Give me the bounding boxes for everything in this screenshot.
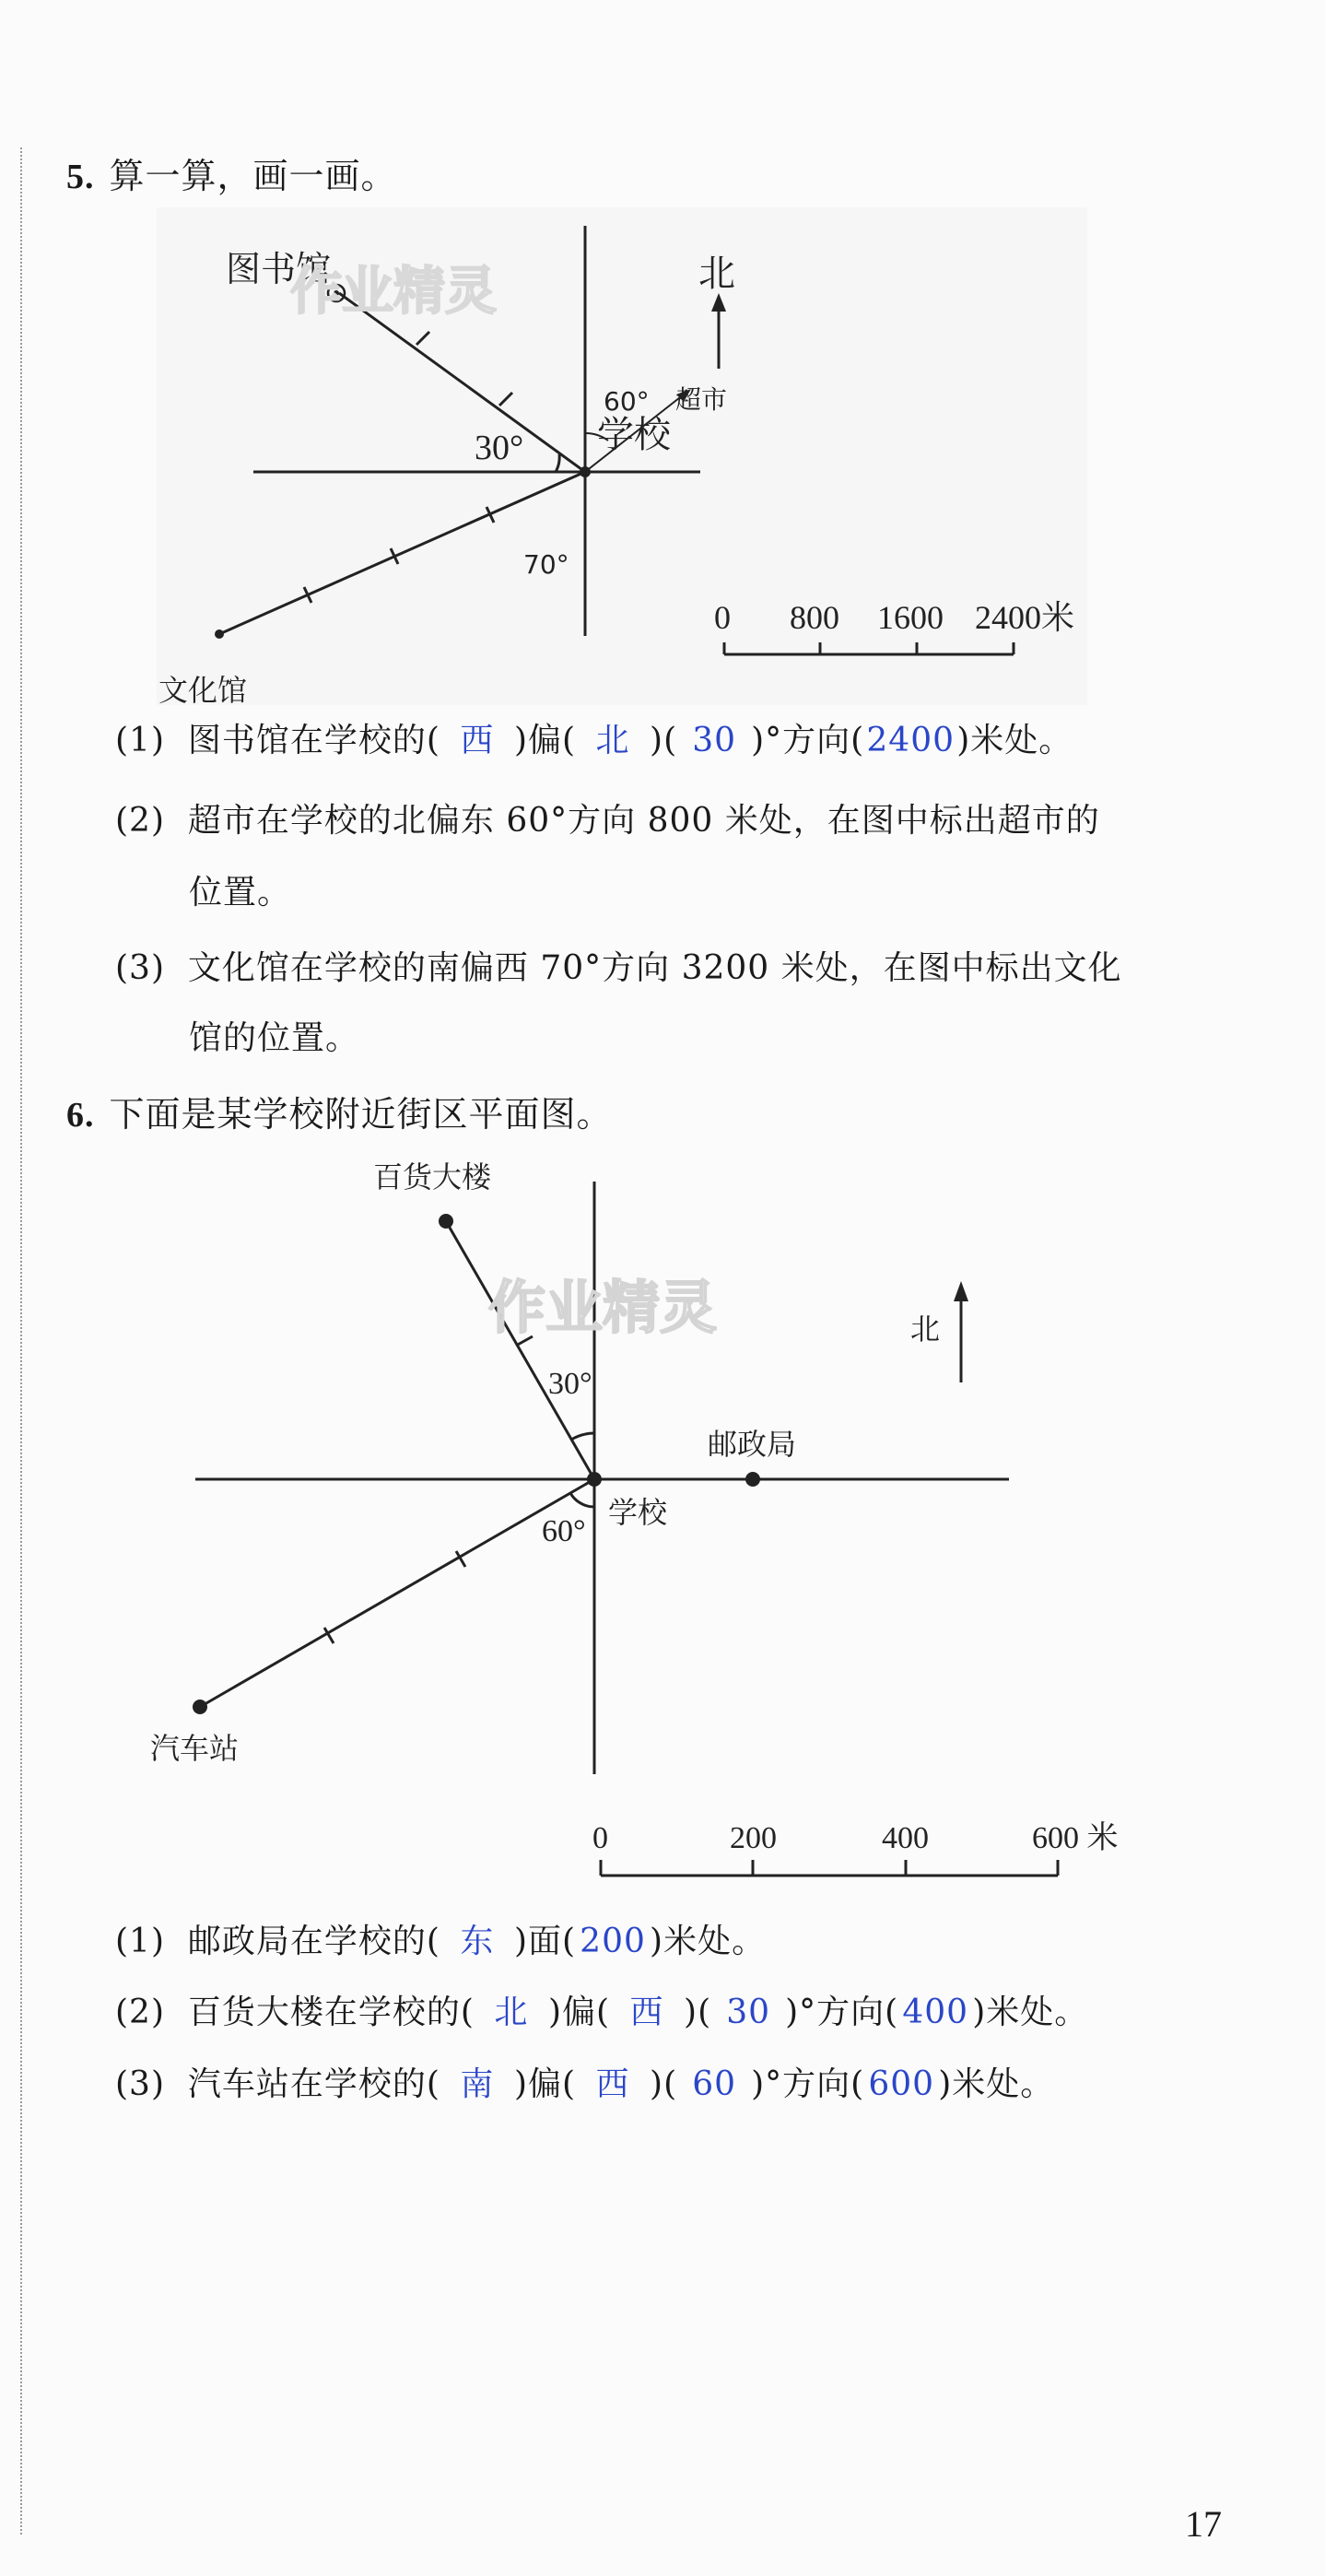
q5-1-answer-2[interactable]: 北: [595, 722, 630, 759]
fig1-culture-label: 文化馆: [158, 673, 248, 708]
q5-sub2-cont: 位置。: [189, 874, 292, 912]
q6-sub3: (3) 汽车站在学校的( 南 )偏( 西 )( 60 )°方向( 600 )米处。: [115, 2058, 1054, 2105]
fig1-supermarket-label: 超市: [675, 384, 728, 415]
fig2-school-point: [587, 1472, 602, 1487]
fig2-post-office-label: 邮政局: [708, 1427, 797, 1462]
fig2-angle-60: 60°: [542, 1514, 586, 1548]
fig2-school-label: 学校: [608, 1495, 668, 1530]
q5-sub3: (3) 文化馆在学校的南偏西 70°方向 3200 米处，在图中标出文化: [115, 949, 1122, 987]
fig2-north-arrow-head: [954, 1281, 968, 1301]
q5-1-answer-3[interactable]: 30: [692, 722, 737, 759]
fig1-scale-1600: 1600: [877, 599, 944, 636]
q5-sub1: (1) 图书馆在学校的( 西 )偏( 北 )( 30 )°方向(2400)米处。: [115, 714, 1073, 761]
fig1-watermark: 作业精灵: [290, 262, 497, 322]
fig2-scale-600: 600 米: [1032, 1821, 1119, 1855]
fig2-north-label: 北: [910, 1312, 941, 1347]
fig2-department-label: 百货大楼: [373, 1159, 492, 1194]
q6-1-answer-2[interactable]: 200: [580, 1923, 646, 1960]
page-number: 17: [1185, 2503, 1222, 2545]
q6-1-answer-1[interactable]: 东: [460, 1923, 495, 1960]
q6-3-answer-4[interactable]: 600: [868, 2065, 935, 2103]
fig2-bus-station-label: 汽车站: [150, 1731, 240, 1766]
q6-2-answer-3[interactable]: 30: [726, 1994, 771, 2031]
fig2-angle-30: 30°: [548, 1367, 592, 1401]
question-number: 6.: [66, 1096, 95, 1135]
q5-sub2: (2) 超市在学校的北偏东 60°方向 800 米处，在图中标出超市的: [115, 802, 1100, 840]
question-number: 5.: [66, 158, 95, 196]
fig2-post-office-point: [745, 1472, 760, 1487]
q6-2-answer-2[interactable]: 西: [629, 1994, 664, 2031]
fig1-angle-30: 30°: [475, 429, 524, 467]
fig2-scale-200: 200: [730, 1821, 777, 1855]
fig2-scale-400: 400: [882, 1821, 929, 1855]
fig2-bus-line: [200, 1479, 594, 1707]
fig2-bus-station-point: [193, 1700, 207, 1714]
fig1-north-label: 北: [698, 253, 735, 295]
fig2-watermark: 作业精灵: [488, 1274, 718, 1341]
q5-1-answer-4[interactable]: 2400: [866, 722, 956, 759]
fig1-scale-2400: 2400米: [975, 599, 1075, 636]
q6-3-answer-1[interactable]: 南: [460, 2065, 495, 2103]
q6-sub2: (2) 百货大楼在学校的( 北 )偏( 西 )( 30 )°方向( 400 )米处。: [115, 1986, 1088, 2033]
q6-3-answer-2[interactable]: 西: [595, 2065, 630, 2103]
q5-sub3-cont: 馆的位置。: [189, 1019, 360, 1057]
fig1-scale-0: 0: [714, 599, 731, 636]
q5-1-answer-1[interactable]: 西: [460, 722, 495, 759]
fig2-scale-0: 0: [592, 1821, 608, 1855]
fig1-school-label: 学校: [597, 414, 671, 456]
fig1-library-label: 图书馆: [226, 249, 332, 289]
q6-2-answer-4[interactable]: 400: [902, 1994, 969, 2031]
fig2-angle-arc: [570, 1493, 594, 1507]
q6-sub1: (1) 邮政局在学校的( 东 )面( 200 )米处。: [115, 1915, 766, 1962]
question-text: 算一算，画一画。: [109, 156, 397, 196]
fig1-scale-800: 800: [790, 599, 839, 636]
fig2-angle-arc: [571, 1433, 594, 1440]
fig1-angle-70: 70°: [523, 549, 569, 580]
fig2-department-point: [439, 1214, 453, 1229]
fig1-angle-60: 60°: [604, 386, 650, 417]
question-text: 下面是某学校附近街区平面图。: [109, 1094, 613, 1135]
q6-2-answer-1[interactable]: 北: [494, 1994, 529, 2031]
q6-3-answer-3[interactable]: 60: [692, 2065, 737, 2103]
